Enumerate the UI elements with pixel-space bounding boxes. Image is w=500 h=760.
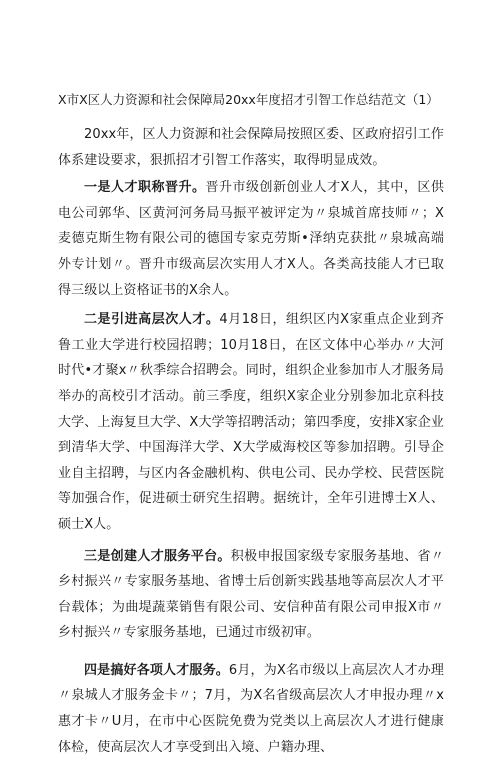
section-paragraph-4	[58, 658, 444, 760]
section-heading-3: 三是创建人才服务平台。	[84, 548, 231, 564]
section-body-1: 晋升市级创新创业人才X人，其中，区供电公司郭华、区黄河河务局马振平被评定为〃泉城首席技师〃；X麦德克斯生物有限公司的德国专家克劳斯•泽纳克获批〃泉城高端外专计划〃。晋升市级高层次实用人才X人。各类高技能人才已取得三级以上资格证书的X余人。	[58, 180, 444, 298]
section-heading-2: 二是引进高层次人才。	[84, 312, 220, 328]
section-body-4: 6月，为X名市级以上高层次人才办理〃泉城人才服务金卡〃；7月，为X名省级高层次人才申报办理〃x惠才卡〃U月，在市中心医院免费为党类以上高层次人才进行健康体检，使高层次人才享受到出入境、户籍办理、	[58, 662, 444, 755]
section-body-3: 积极申报国家级专家服务基地、省〃乡村振兴〃专家服务基地、省博士后创新实践基地等高层次人才平台载体；为曲堤蔬菜销售有限公司、安信种苗有限公司申报X市〃乡村振兴〃专家服务基地，已通过市级初审。	[58, 548, 444, 641]
section-paragraph-1	[58, 175, 444, 303]
section-body-2: 4月18日，组织区内X家重点企业到齐鲁工业大学进行校园招聘；10月18日，在区文体中心举办〃大河时代•才聚x〃秋季综合招聘会。同时，组织企业参加市人才服务局举办的高校引才活动。前三季度，组织X家企业分别参加北京科技大学、上海复旦大学、X大学等招聘活动；第四季度，安排X家企业到清华大学、中国海洋大学、X大学威海校区等参加招聘。引导企业自主招聘，与区内各金融机构、供电公司、民办学校、民营医院等加强合作，促进硕士研究生招聘。据统计，全年引进博士X人、硕士X人。	[58, 312, 444, 532]
section-heading-4: 四是搞好各项人才服务。	[84, 662, 229, 678]
section-paragraph-2	[58, 307, 444, 537]
intro-paragraph: 20xx年，区人力资源和社会保障局按照区委、区政府招引工作体系建设要求，狠抓招才引智工作落实，取得明显成效。	[58, 127, 444, 168]
section-heading-1: 一是人才职称晋升。	[84, 180, 206, 196]
section-paragraph-3	[58, 544, 444, 646]
document-title: X市X区人力资源和社会保障局20xx年度招才引智工作总结范文（1）	[58, 92, 439, 107]
